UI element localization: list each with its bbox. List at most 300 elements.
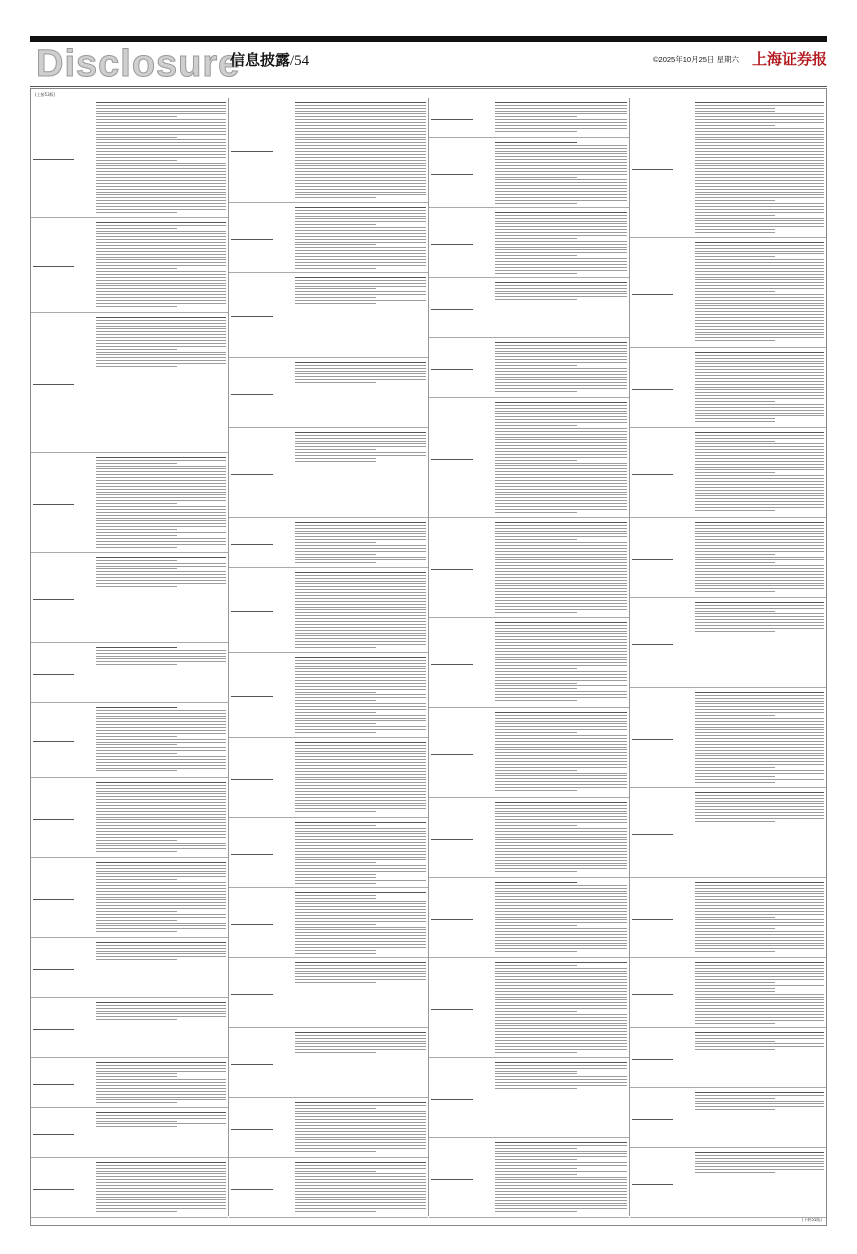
text-line — [96, 917, 226, 918]
text-line — [295, 376, 426, 377]
text-line — [295, 1032, 426, 1033]
clause-text-block — [295, 890, 426, 955]
text-line — [295, 1194, 426, 1195]
clause-text-block — [295, 570, 426, 650]
text-line — [295, 262, 426, 263]
text-line — [695, 628, 824, 629]
text-line — [96, 825, 226, 826]
row-label-mark — [431, 837, 491, 840]
row-label-mark — [33, 264, 92, 267]
row-label-mark — [33, 1132, 92, 1135]
text-line — [96, 177, 226, 178]
row-label-mark — [231, 777, 291, 780]
text-line — [495, 474, 627, 475]
text-line — [495, 819, 627, 820]
text-line — [96, 959, 177, 960]
text-line — [96, 486, 226, 487]
text-line — [96, 566, 226, 567]
clause-text-block — [695, 240, 824, 345]
text-line — [495, 781, 627, 782]
text-line — [96, 951, 226, 952]
text-line — [495, 273, 577, 274]
text-line — [695, 303, 824, 304]
text-line — [33, 384, 74, 385]
text-line — [495, 839, 627, 840]
text-line — [495, 557, 627, 558]
text-line — [695, 452, 824, 453]
text-line — [495, 1020, 627, 1021]
text-line — [495, 1002, 627, 1003]
text-line — [695, 407, 824, 408]
text-line — [295, 227, 426, 228]
copyright-icon: © — [653, 55, 659, 64]
text-line — [495, 718, 627, 719]
text-line — [96, 1013, 226, 1014]
text-line — [495, 463, 627, 464]
text-line — [96, 848, 226, 849]
text-line — [695, 738, 824, 739]
text-line — [96, 1099, 226, 1100]
text-line — [96, 931, 177, 932]
text-line — [695, 251, 824, 252]
text-line — [96, 194, 226, 195]
text-line — [495, 680, 627, 681]
text-line — [96, 137, 177, 138]
comparison-row — [229, 568, 428, 653]
text-line — [695, 163, 824, 164]
text-line — [695, 401, 775, 402]
text-line — [295, 449, 376, 450]
text-line — [295, 785, 426, 786]
text-line — [431, 754, 473, 755]
text-line — [96, 212, 177, 213]
text-line — [295, 944, 426, 945]
text-line — [295, 522, 426, 523]
text-line — [695, 902, 824, 903]
text-line — [295, 842, 426, 843]
comparison-row — [429, 708, 629, 798]
comparison-row — [229, 738, 428, 818]
text-line — [695, 580, 824, 581]
text-line — [96, 337, 226, 338]
text-line — [695, 891, 824, 892]
text-line — [33, 741, 74, 742]
text-line — [295, 578, 426, 579]
text-line — [96, 1079, 226, 1080]
text-line — [295, 368, 426, 369]
text-line — [295, 862, 376, 863]
row-label-mark — [431, 367, 491, 370]
row-label-mark — [33, 502, 92, 505]
row-label-mark — [632, 292, 691, 295]
text-line — [295, 157, 426, 158]
text-line — [695, 934, 824, 935]
text-line — [96, 920, 177, 921]
text-line — [231, 1129, 273, 1130]
text-line — [495, 625, 627, 626]
text-line — [96, 876, 226, 877]
row-label-mark — [231, 992, 291, 995]
text-line — [96, 128, 226, 129]
text-line — [295, 148, 426, 149]
text-line — [96, 512, 226, 513]
text-line — [695, 358, 824, 359]
text-line — [96, 765, 226, 766]
text-line — [495, 385, 627, 386]
text-line — [295, 962, 426, 963]
text-line — [295, 265, 426, 266]
clause-text-block — [695, 100, 824, 235]
text-line — [495, 1031, 627, 1032]
text-line — [295, 160, 426, 161]
text-line — [695, 215, 775, 216]
text-line — [295, 633, 426, 634]
text-line — [295, 362, 426, 363]
text-line — [695, 209, 824, 210]
text-line — [695, 565, 824, 566]
text-line — [695, 186, 824, 187]
text-line — [96, 948, 226, 949]
text-line — [295, 236, 426, 237]
text-line — [295, 811, 376, 812]
text-line — [96, 489, 226, 490]
row-label-mark — [33, 1027, 92, 1030]
clause-text-block — [96, 1060, 226, 1105]
disclosure-brand-title: Disclosure — [36, 43, 241, 85]
text-line — [295, 1108, 376, 1109]
text-line — [295, 753, 426, 754]
row-label-mark — [231, 149, 291, 152]
text-line — [295, 615, 426, 616]
clause-text-block — [295, 1030, 426, 1095]
text-line — [495, 356, 627, 357]
text-line — [96, 1112, 226, 1113]
text-line — [695, 1155, 824, 1156]
text-line — [96, 547, 177, 548]
text-line — [295, 1179, 426, 1180]
text-line — [495, 694, 627, 695]
text-line — [695, 171, 824, 172]
row-label-mark — [632, 917, 691, 920]
text-line — [695, 268, 824, 269]
text-line — [695, 1023, 775, 1024]
text-line — [231, 779, 273, 780]
text-line — [695, 305, 824, 306]
text-line — [96, 509, 226, 510]
text-line — [295, 1185, 426, 1186]
text-line — [695, 905, 824, 906]
text-line — [295, 598, 426, 599]
comparison-row — [429, 208, 629, 278]
text-line — [495, 460, 577, 461]
text-line — [495, 1079, 627, 1080]
text-line — [695, 279, 824, 280]
text-line — [695, 718, 824, 719]
text-line — [695, 747, 824, 748]
text-line — [495, 374, 627, 375]
text-line — [295, 545, 426, 546]
text-line — [295, 1211, 376, 1212]
text-line — [695, 507, 824, 508]
text-line — [96, 134, 226, 135]
comparison-row — [229, 428, 428, 518]
text-line — [96, 283, 226, 284]
text-line — [495, 1017, 627, 1018]
comparison-row — [429, 1138, 629, 1218]
text-line — [96, 871, 226, 872]
text-line — [96, 563, 226, 564]
comparison-row — [31, 313, 228, 453]
row-label-mark — [431, 457, 491, 460]
text-line — [695, 991, 775, 992]
clause-text-block — [695, 430, 824, 515]
text-line — [231, 994, 273, 995]
text-line — [495, 1043, 627, 1044]
text-line — [295, 630, 426, 631]
text-line — [495, 639, 627, 640]
text-line — [495, 914, 627, 915]
text-line — [495, 979, 627, 980]
text-line — [495, 940, 627, 941]
clause-text-block — [495, 400, 627, 515]
text-line — [495, 1188, 627, 1189]
text-line — [695, 815, 824, 816]
text-line — [495, 816, 627, 817]
text-line — [695, 951, 775, 952]
text-line — [295, 833, 426, 834]
text-line — [431, 459, 473, 460]
text-line — [495, 545, 627, 546]
text-line — [96, 851, 177, 852]
text-line — [295, 618, 426, 619]
row-label-mark — [231, 472, 291, 475]
text-line — [632, 644, 673, 645]
text-line — [695, 119, 824, 120]
text-line — [495, 585, 627, 586]
text-line — [295, 1035, 426, 1036]
text-line — [495, 348, 627, 349]
text-line — [695, 398, 824, 399]
text-line — [495, 416, 627, 417]
text-line — [495, 773, 627, 774]
text-line — [295, 373, 426, 374]
text-line — [96, 580, 226, 581]
text-line — [295, 723, 376, 724]
text-line — [96, 945, 226, 946]
text-line — [695, 308, 824, 309]
text-line — [495, 574, 627, 575]
text-line — [96, 1011, 226, 1012]
text-line — [695, 160, 824, 161]
text-line — [495, 971, 627, 972]
text-line — [295, 742, 426, 743]
text-line — [695, 528, 824, 529]
text-line — [695, 192, 824, 193]
text-line — [495, 633, 627, 634]
text-line — [495, 1005, 627, 1006]
text-line — [495, 622, 627, 623]
text-line — [96, 1076, 177, 1077]
text-line — [495, 845, 627, 846]
text-line — [295, 575, 426, 576]
text-line — [96, 145, 226, 146]
text-line — [695, 706, 824, 707]
text-line — [495, 122, 627, 123]
text-line — [295, 851, 426, 852]
text-line — [295, 210, 426, 211]
text-line — [695, 727, 824, 728]
text-line — [495, 770, 577, 771]
text-line — [495, 591, 627, 592]
text-line — [495, 379, 627, 380]
text-line — [295, 647, 376, 648]
row-label-mark — [33, 1082, 92, 1085]
text-line — [695, 495, 824, 496]
text-line — [295, 671, 426, 672]
text-line — [632, 389, 673, 390]
text-line — [495, 402, 627, 403]
text-line — [695, 803, 824, 804]
text-line — [96, 242, 226, 243]
text-line — [295, 189, 426, 190]
text-line — [295, 1171, 376, 1172]
text-line — [632, 994, 673, 995]
text-line — [495, 1148, 577, 1149]
text-line — [495, 787, 627, 788]
clause-text-block — [295, 1160, 426, 1215]
text-line — [295, 635, 426, 636]
text-line — [96, 762, 226, 763]
text-line — [96, 1091, 226, 1092]
text-line — [295, 686, 426, 687]
text-line — [295, 174, 426, 175]
text-line — [695, 282, 824, 283]
text-line — [295, 968, 426, 969]
text-line — [695, 1166, 824, 1167]
text-line — [695, 467, 824, 468]
text-line — [96, 661, 226, 662]
text-line — [96, 360, 226, 361]
continued-from-label: (上接53版) — [35, 92, 56, 97]
text-line — [96, 894, 226, 895]
text-line — [495, 191, 627, 192]
text-line — [96, 882, 226, 883]
text-line — [96, 1097, 226, 1098]
text-line — [695, 262, 824, 263]
text-line — [495, 1071, 577, 1072]
text-line — [495, 451, 627, 452]
text-line — [96, 236, 226, 237]
text-line — [695, 945, 824, 946]
comparison-row — [429, 138, 629, 208]
text-line — [695, 194, 824, 195]
text-line — [495, 726, 627, 727]
text-line — [695, 577, 824, 578]
text-line — [695, 1106, 824, 1107]
text-line — [695, 355, 824, 356]
text-line — [295, 694, 426, 695]
text-line — [495, 1023, 627, 1024]
text-line — [695, 1163, 824, 1164]
text-line — [495, 744, 627, 745]
text-line — [695, 265, 824, 266]
text-line — [96, 1197, 226, 1198]
text-line — [96, 577, 226, 578]
text-line — [495, 805, 627, 806]
text-line — [495, 834, 627, 835]
text-line — [695, 1005, 824, 1006]
text-line — [695, 1095, 824, 1096]
text-line — [695, 226, 824, 227]
text-line — [695, 256, 775, 257]
text-line — [295, 627, 426, 628]
comparison-row — [630, 428, 826, 518]
text-line — [96, 721, 226, 722]
text-line — [695, 801, 824, 802]
text-line — [695, 735, 824, 736]
text-line — [495, 422, 627, 423]
text-line — [295, 458, 376, 459]
text-line — [495, 1076, 627, 1077]
text-line — [695, 432, 824, 433]
text-line — [495, 1208, 627, 1209]
clause-text-block — [495, 960, 627, 1055]
text-line — [495, 177, 577, 178]
text-line — [495, 831, 627, 832]
text-line — [295, 941, 426, 942]
text-line — [231, 239, 273, 240]
text-line — [96, 474, 226, 475]
text-line — [96, 814, 226, 815]
text-line — [695, 320, 824, 321]
text-line — [295, 192, 426, 193]
text-line — [96, 1071, 226, 1072]
text-line — [295, 859, 426, 860]
text-line — [295, 800, 426, 801]
text-line — [632, 834, 673, 835]
text-line — [295, 371, 426, 372]
text-line — [295, 808, 426, 809]
row-label-mark — [231, 392, 291, 395]
text-line — [96, 785, 226, 786]
text-line — [96, 262, 226, 263]
row-label-mark — [33, 739, 92, 742]
text-line — [695, 458, 824, 459]
text-line — [495, 1191, 627, 1192]
text-line — [495, 162, 627, 163]
text-line — [495, 668, 577, 669]
text-line — [695, 200, 775, 201]
clause-text-block — [96, 1160, 226, 1215]
text-line — [295, 557, 426, 558]
text-line — [96, 168, 226, 169]
text-line — [96, 165, 226, 166]
text-line — [231, 544, 273, 545]
text-line — [495, 922, 627, 923]
text-line — [295, 244, 376, 245]
text-line — [96, 736, 177, 737]
text-line — [495, 238, 577, 239]
text-line — [695, 285, 824, 286]
text-line — [495, 761, 627, 762]
text-line — [495, 512, 577, 513]
text-line — [295, 895, 376, 896]
text-line — [495, 1142, 627, 1143]
comparison-row — [31, 1108, 228, 1158]
text-line — [495, 252, 627, 253]
text-line — [295, 438, 426, 439]
text-line — [695, 131, 824, 132]
